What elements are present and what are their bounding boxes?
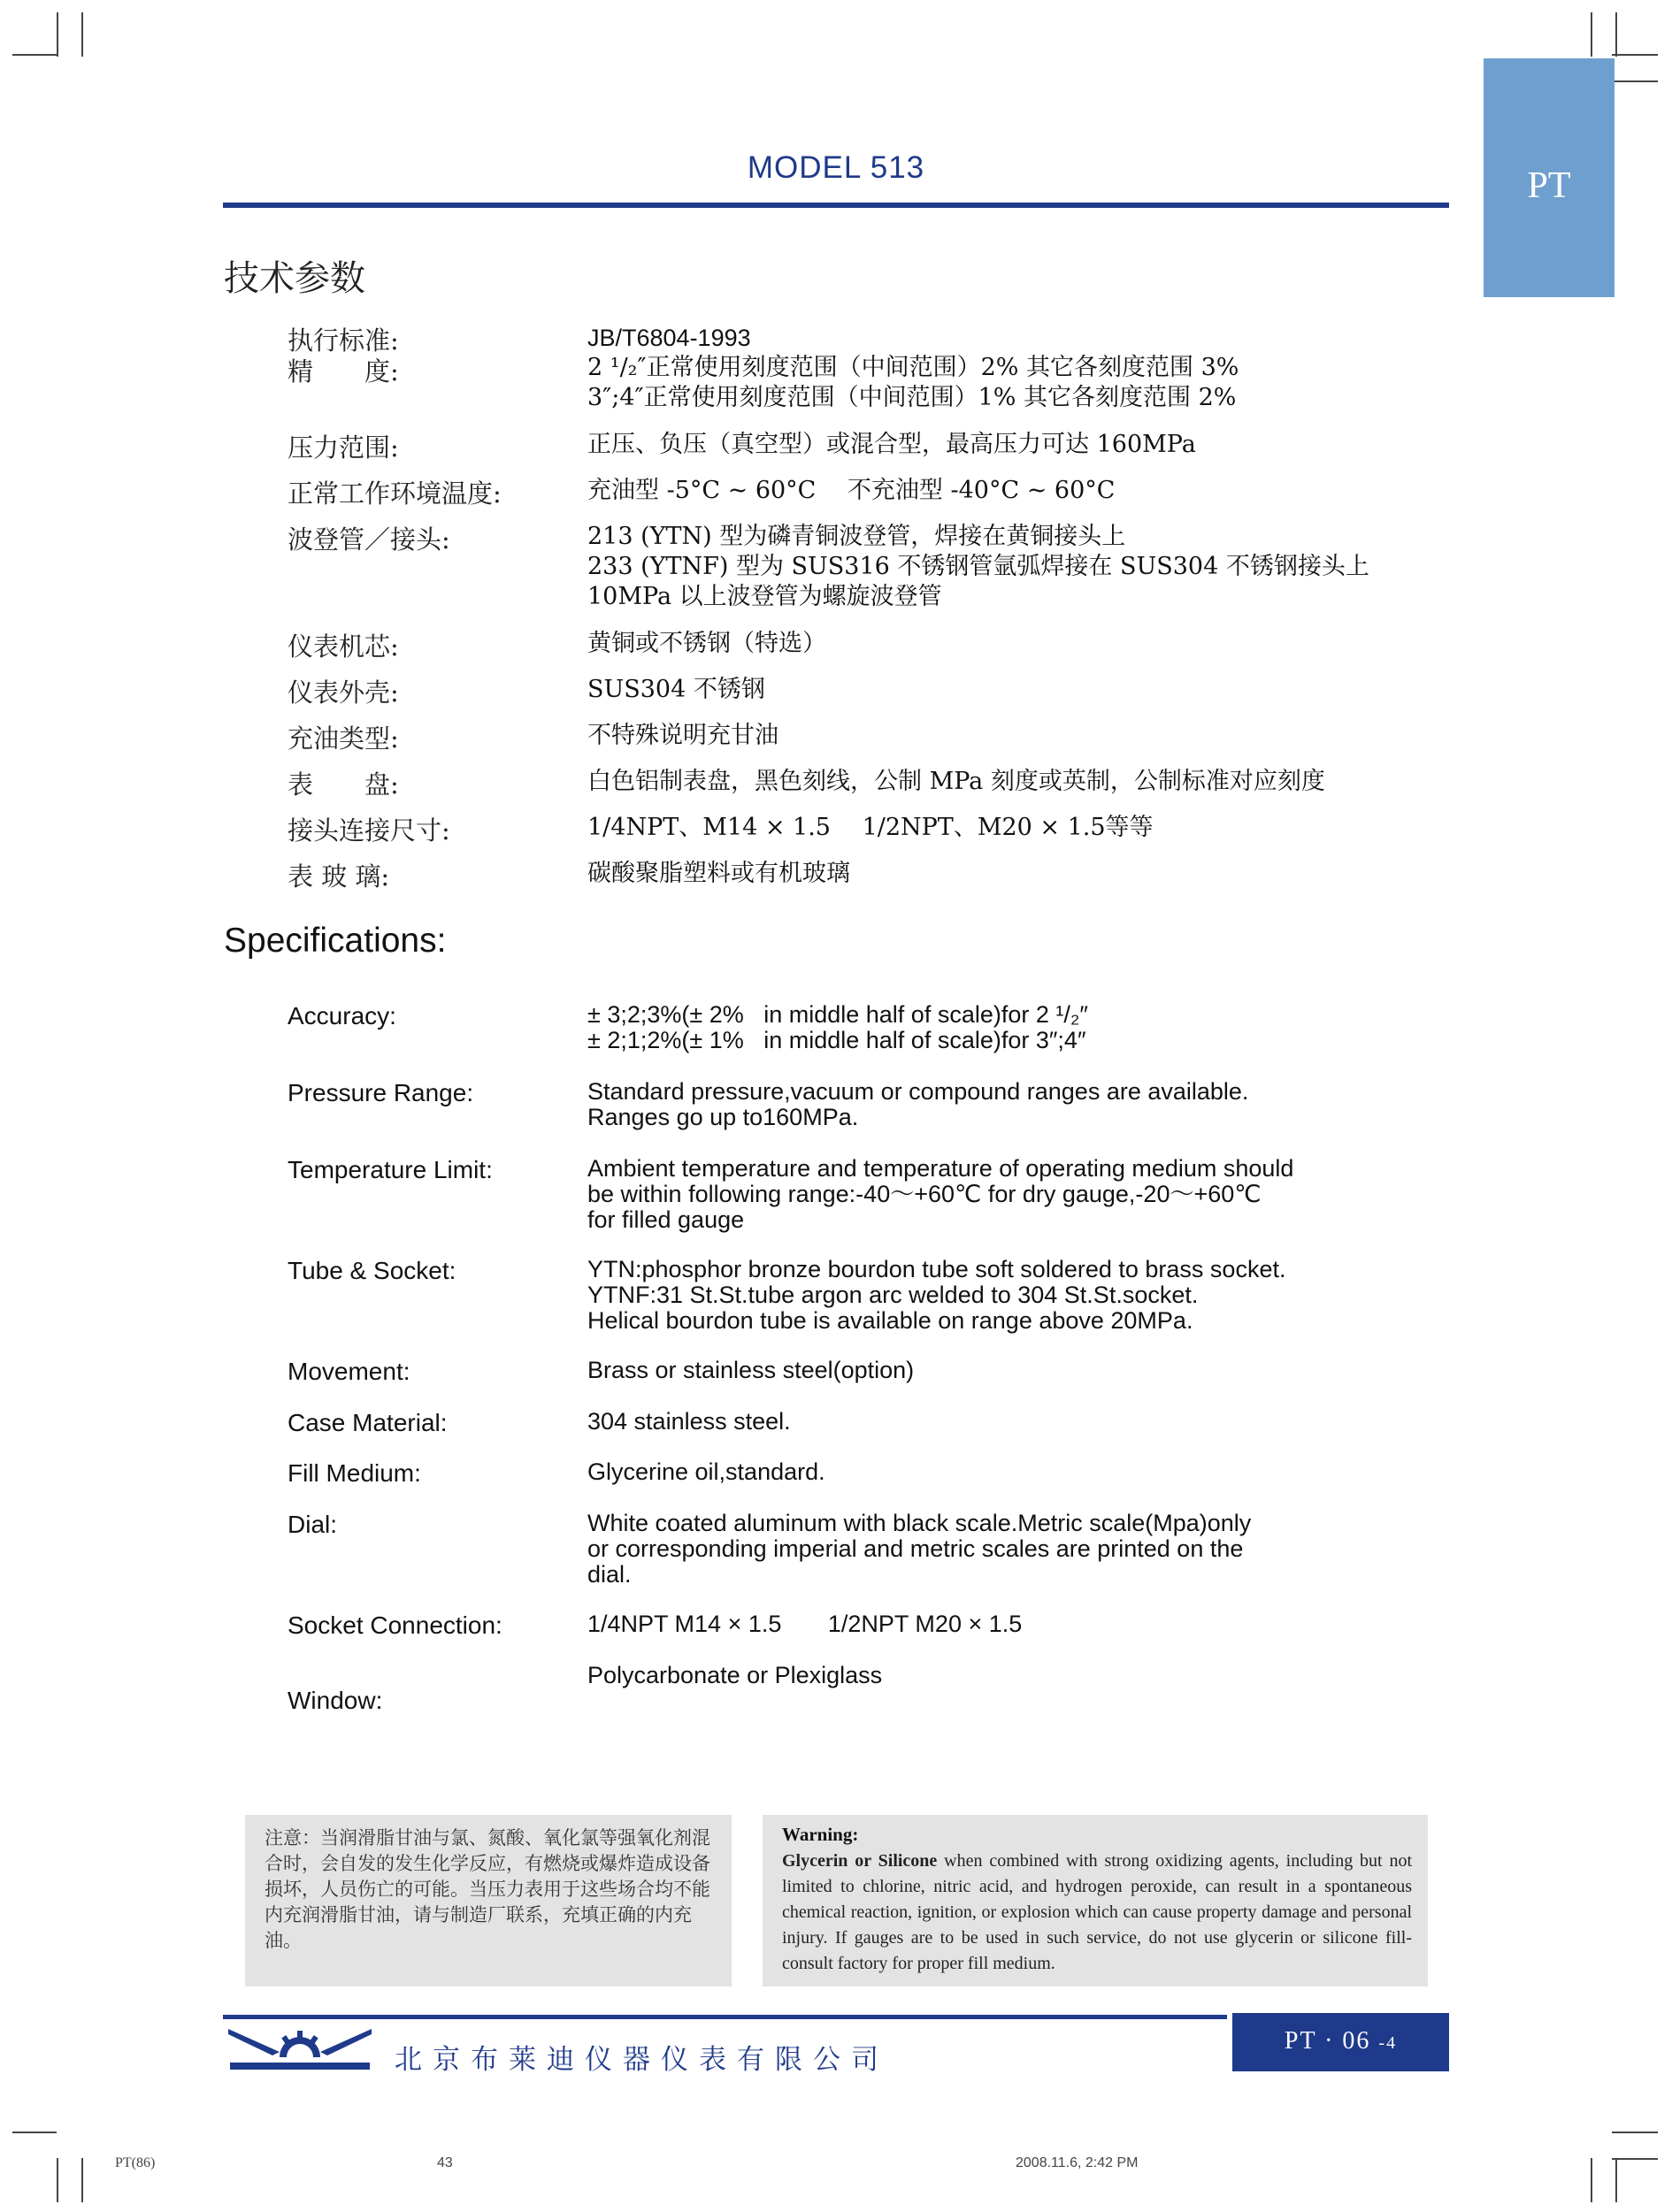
en-spec-label: Movement: [288,1358,410,1385]
section-tab-label: PT [1527,165,1571,206]
cn-spec-label: 执行标准: [288,325,399,356]
en-spec-value: White coated aluminum with black scale.Metric scale(Mpa)only or corresponding imperial and metric scales are printed on the dial. [587,1510,1252,1588]
cn-spec-label: 精 度: [288,356,399,387]
warning-title: Warning: [782,1824,859,1845]
cn-spec-label: 表 玻 璃: [288,861,390,892]
crop-mark [1615,2158,1617,2202]
cn-spec-label: 仪表外壳: [288,677,399,708]
footer-rule [223,2015,1227,2019]
crop-mark [12,2132,57,2133]
crop-mark [81,2158,83,2202]
cn-spec-value: 不特殊说明充甘油 [587,722,778,749]
cn-spec-value: 2 ¹/₂″正常使用刻度范围（中间范围）2% 其它各刻度范围 3% 3″;4″正常使用刻度范围（中间范围）1% 其它各刻度范围 2% [587,354,1239,411]
en-spec-value: Glycerine oil,standard. [587,1458,825,1485]
print-page-number: 43 [437,2155,453,2170]
cn-spec-label: 仪表机芯: [288,631,399,662]
page-title: MODEL 513 [747,150,925,185]
en-spec-label: Temperature Limit: [288,1156,493,1183]
crop-mark [1591,2158,1592,2202]
crop-mark [1612,2158,1658,2160]
en-spec-value: Standard pressure,vacuum or compound ranges are available. Ranges go up to160MPa. [587,1078,1249,1130]
cn-spec-value: 白色铝制表盘，黑色刻线，公制 MPa 刻度或英制，公制标准对应刻度 [587,768,1325,795]
crop-mark [1612,80,1658,82]
en-spec-value: Ambient temperature and temperature of operating medium should be within following range:-40～+60℃ for dry gauge,-20～+60℃ for filled gauge [587,1155,1294,1233]
en-spec-label: Pressure Range: [288,1079,474,1106]
section-tab [1484,58,1614,297]
en-spec-label: Fill Medium: [288,1459,421,1487]
print-code: PT(86) [115,2155,156,2170]
section-heading-cn: 技术参数 [224,258,365,299]
notice-en [763,1815,1428,1986]
crop-mark [57,12,58,57]
en-spec-value: 304 stainless steel. [587,1408,791,1435]
cn-spec-label: 表 盘: [288,769,399,800]
warning-lead: Glycerin or Silicone [782,1851,938,1871]
en-spec-value: Brass or stainless steel(option) [587,1357,915,1383]
crop-mark [12,54,57,56]
en-spec-label: Accuracy: [288,1002,396,1029]
title-rule [223,203,1449,208]
page-number-box [1232,2013,1449,2071]
cn-spec-value: JB/T6804-1993 [587,325,751,351]
page-number [1232,2027,1449,2055]
crop-mark [1591,12,1592,57]
notice-cn [245,1815,732,1986]
en-spec-label: Case Material: [288,1409,448,1436]
en-spec-value: YTN:phosphor bronze bourdon tube soft soldered to brass socket. YTNF:31 St.St.tube argon arc welded to 304 St.St.socket. Helical bourdon tube is available on range above 20MPa. [587,1256,1286,1334]
cn-spec-label: 波登管／接头: [288,524,450,555]
en-spec-value: Polycarbonate or Plexiglass [587,1662,883,1688]
cn-spec-label: 压力范围: [288,432,399,463]
section-heading-en: Specifications: [224,922,447,960]
en-spec-label: Socket Connection: [288,1611,502,1639]
page-sub: -4 [1378,2033,1398,2053]
cn-spec-value: 黄铜或不锈钢（特选） [587,630,826,657]
cn-spec-label: 正常工作环境温度: [288,478,502,509]
cn-spec-value: 充油型 -5°C ~ 60°C 不充油型 -40°C ~ 60°C [587,477,1116,504]
crop-mark [1612,2132,1658,2133]
cn-spec-label: 接头连接尺寸: [288,815,450,846]
notice-cn-text: 注意：当润滑脂甘油与氯、氮酸、氧化氯等强氧化剂混合时，会自发的发生化学反应，有燃烧或爆炸造成设备损坏，人员伤亡的可能。当压力表用于这些场合均不能内充润滑脂甘油，请与制造厂联系，充填正确的内充油。 [265,1827,710,1951]
en-spec-value: 1/4NPT M14 × 1.5 1/2NPT M20 × 1.5 [587,1611,1023,1637]
crop-mark [57,2158,58,2202]
crop-mark [81,12,83,57]
en-spec-label: Window: [288,1687,383,1714]
print-timestamp: 2008.11.6, 2:42 PM [1016,2155,1139,2170]
crop-mark [1615,12,1617,57]
cn-spec-value: SUS304 不锈钢 [587,676,765,703]
cn-spec-value: 213 (YTN) 型为磷青铜波登管，焊接在黄铜接头上 233 (YTNF) 型为 SUS316 不锈钢管氩弧焊接在 SUS304 不锈钢接头上 10MPa 以上波登管为螺旋波登管 [587,523,1369,610]
en-spec-label: Dial: [288,1511,338,1538]
company-name: 北京布莱迪仪器仪表有限公司 [395,2044,889,2076]
warning-body: when combined with strong oxidizing agents, including but not limited to chlorine, nitric acid, and hydrogen peroxide, can result in a spontaneous chemical reaction, ignition, or explosion which can cause property damage and personal injury. If gauges are to be used in such service, do not use glycerin or silicone fill-consult factory for proper fill medium. [782,1851,1413,1973]
page-main: PT · 06 [1284,2027,1371,2055]
cn-spec-value: 1/4NPT、M14 × 1.5 1/2NPT、M20 × 1.5等等 [587,814,1154,841]
cn-spec-label: 充油类型: [288,723,399,754]
warning-text [782,1848,1412,1977]
cn-spec-value: 碳酸聚脂塑料或有机玻璃 [587,860,850,887]
company-logo-icon [228,2022,372,2071]
crop-mark [1612,54,1658,56]
en-spec-label: Tube & Socket: [288,1257,456,1284]
cn-spec-value: 正压、负压（真空型）或混合型，最高压力可达 160MPa [587,431,1196,458]
en-spec-value: ± 3;2;3%(± 2% in middle half of scale)for 2 ¹/₂″ ± 2;1;2%(± 1% in middle half of scale)for 3″;4″ [587,1001,1088,1053]
